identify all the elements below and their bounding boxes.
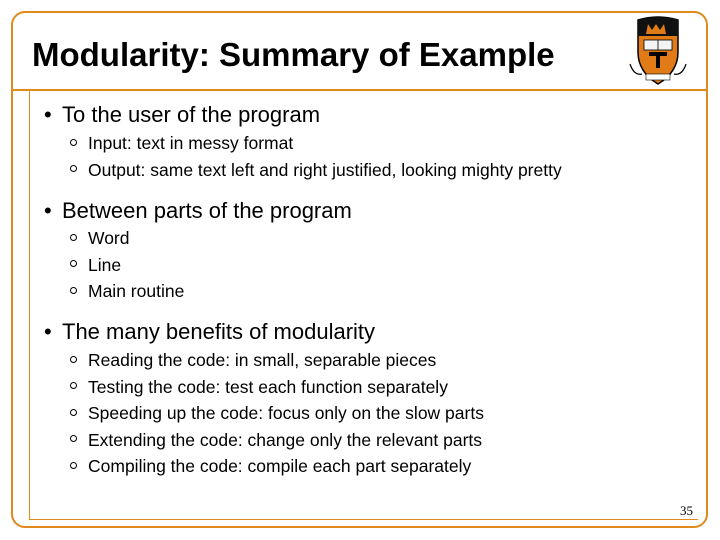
list-item <box>70 377 448 398</box>
list-item <box>70 281 184 302</box>
list-item <box>70 255 121 276</box>
list-item <box>70 133 293 154</box>
list-item-text: Speeding up the code: focus only on the slow parts <box>88 403 484 423</box>
list-item <box>70 160 562 181</box>
bullet-icon: • <box>44 198 52 223</box>
list-item <box>70 430 482 451</box>
hollow-bullet-icon <box>70 435 77 442</box>
bullet-icon: • <box>44 102 52 127</box>
section-heading-text: To the user of the program <box>62 102 321 127</box>
section-heading-text: The many benefits of modularity <box>62 319 376 344</box>
list-item <box>70 228 130 249</box>
hollow-bullet-icon <box>70 139 77 146</box>
hollow-bullet-icon <box>70 234 77 241</box>
hollow-bullet-icon <box>70 287 77 294</box>
list-item-text: Output: same text left and right justified, looking mighty pretty <box>88 159 562 180</box>
bullet-icon: • <box>44 319 52 344</box>
hollow-bullet-icon <box>70 409 77 416</box>
hollow-bullet-icon <box>70 382 77 389</box>
page-number: 35 <box>680 503 693 518</box>
list-item <box>70 350 436 371</box>
list-item-text: Word <box>88 228 130 248</box>
list-item-text: Input: text in messy format <box>88 133 294 153</box>
section-heading-text: Between parts of the program <box>62 198 352 223</box>
section-heading <box>44 102 320 128</box>
list-item-text: Main routine <box>88 281 185 301</box>
section-heading <box>44 319 375 345</box>
hollow-bullet-icon <box>70 462 77 469</box>
section-heading <box>44 198 352 224</box>
hollow-bullet-icon <box>70 165 77 172</box>
list-item-text: Testing the code: test each function separately <box>88 376 448 397</box>
list-item-text: Reading the code: in small, separable pieces <box>88 350 437 370</box>
list-item <box>70 403 484 424</box>
list-item-text: Extending the code: change only the relevant parts <box>88 429 483 450</box>
hollow-bullet-icon <box>70 260 77 267</box>
hollow-bullet-icon <box>70 356 77 363</box>
list-item <box>70 456 471 477</box>
list-item-text: Compiling the code: compile each part separately <box>88 456 472 476</box>
slide-title: Modularity: Summary of Example <box>32 36 555 73</box>
list-item-text: Line <box>88 254 122 275</box>
